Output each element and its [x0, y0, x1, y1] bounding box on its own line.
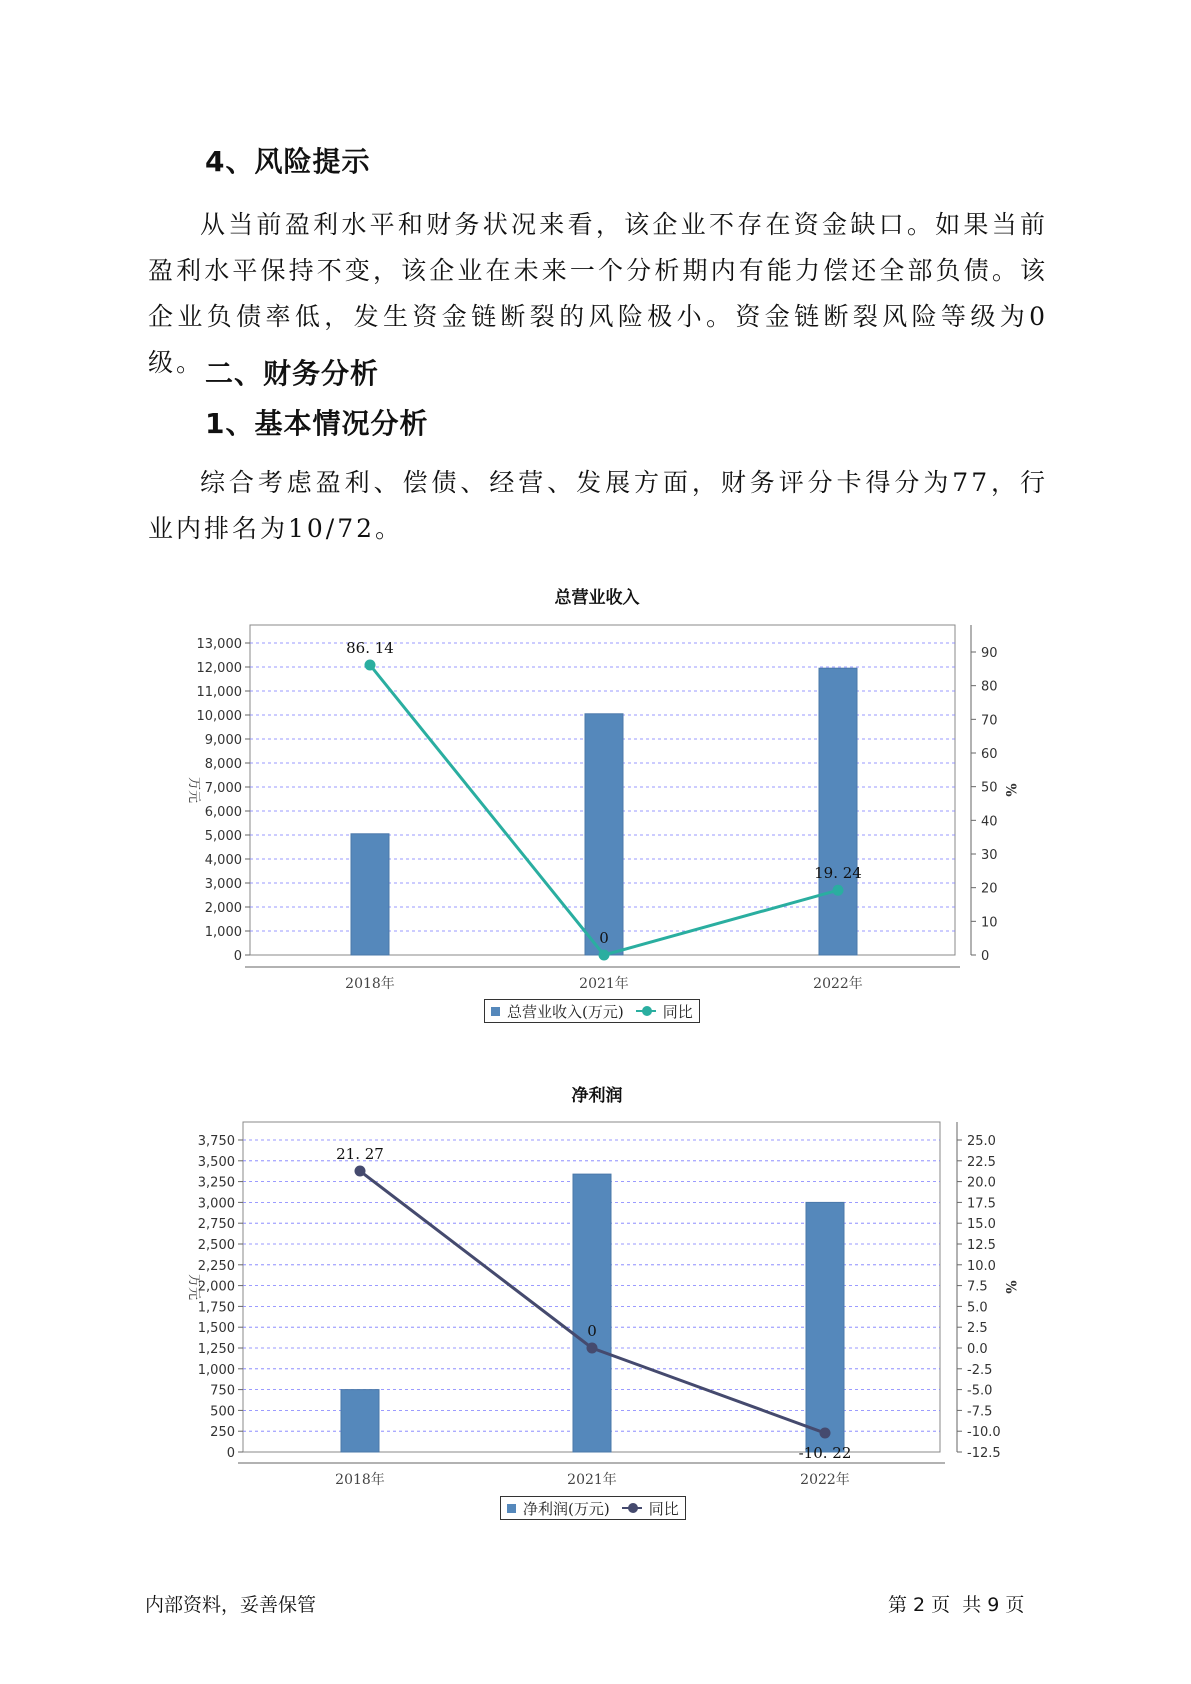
left-tick-label: 11,000 — [196, 685, 242, 700]
right-tick-label: -12.5 — [967, 1446, 1001, 1461]
left-tick-label: 2,750 — [197, 1217, 235, 1233]
line-point — [820, 1428, 831, 1439]
right-tick-label: 15.0 — [967, 1217, 996, 1233]
right-tick-label: -7.5 — [967, 1404, 993, 1420]
right-tick-label: 5.0 — [967, 1300, 988, 1316]
left-tick-label: 7,000 — [204, 781, 242, 796]
left-tick-label: 750 — [210, 1383, 235, 1399]
footer-page-number: 第 2 页 共 9 页 — [888, 1594, 1025, 1616]
left-tick-label: 12,000 — [196, 661, 242, 676]
y2-axis-title: % — [1002, 783, 1018, 797]
right-tick-label: -10.0 — [967, 1425, 1001, 1441]
left-tick-label: 3,000 — [204, 877, 242, 892]
left-tick-label: 3,750 — [197, 1134, 235, 1149]
heading-basic-analysis: 1、基本情况分析 — [205, 407, 429, 440]
legend-line-swatch — [622, 1507, 642, 1509]
y-axis-title: 万元 — [186, 1273, 201, 1301]
data-label: 19. 24 — [814, 864, 862, 883]
left-tick-label: 13,000 — [196, 637, 242, 652]
left-tick-label: 1,750 — [197, 1300, 235, 1316]
right-tick-label: 50 — [981, 780, 998, 796]
data-label: 0 — [599, 929, 609, 947]
left-tick-label: 2,000 — [197, 1279, 235, 1295]
right-tick-label: 10.0 — [967, 1258, 996, 1274]
right-tick-label: 40 — [981, 814, 998, 830]
data-label: 86. 14 — [346, 638, 394, 657]
right-tick-label: 22.5 — [967, 1154, 996, 1170]
legend-net-profit — [500, 1496, 686, 1520]
right-tick-label: 90 — [981, 646, 998, 661]
legend-line-label: 同比 — [662, 1002, 693, 1021]
heading-risk: 4、风险提示 — [205, 145, 371, 178]
right-tick-label: 20.0 — [967, 1175, 996, 1191]
right-tick-label: 12.5 — [967, 1238, 996, 1253]
left-tick-label: 6,000 — [204, 805, 242, 820]
x-tick-label: 2018年 — [345, 976, 395, 992]
left-tick-label: 1,500 — [197, 1321, 235, 1337]
data-label: -10. 22 — [798, 1444, 852, 1463]
legend-bar-label: 净利润(万元) — [523, 1499, 610, 1518]
right-tick-label: 20 — [981, 881, 998, 897]
x-tick-label: 2022年 — [800, 1472, 850, 1488]
bar — [806, 1202, 844, 1452]
right-tick-label: 80 — [981, 679, 998, 695]
left-tick-label: 8,000 — [204, 757, 242, 772]
left-tick-label: 5,000 — [204, 829, 242, 844]
right-tick-label: 17.5 — [967, 1196, 996, 1212]
y2-axis-title: % — [1002, 1280, 1018, 1294]
right-tick-label: 70 — [981, 713, 998, 729]
left-tick-label: 1,250 — [197, 1342, 235, 1357]
left-tick-label: 2,000 — [204, 901, 242, 916]
x-tick-label: 2021年 — [579, 976, 629, 992]
line-point — [355, 1166, 366, 1177]
right-tick-label: 60 — [981, 747, 998, 762]
right-tick-label: 30 — [981, 848, 998, 863]
left-tick-label: 1,000 — [204, 925, 242, 940]
left-tick-label: 10,000 — [196, 709, 242, 724]
right-tick-label: 0.0 — [967, 1342, 988, 1357]
legend-bar-swatch — [507, 1504, 516, 1513]
right-tick-label: 10 — [981, 915, 998, 931]
x-tick-label: 2021年 — [567, 1472, 617, 1488]
bar — [341, 1390, 379, 1452]
left-tick-label: 1,000 — [197, 1362, 235, 1378]
left-tick-label: 3,250 — [197, 1175, 235, 1191]
bar — [573, 1174, 611, 1452]
right-tick-label: 2.5 — [967, 1321, 988, 1337]
paragraph-risk: 从当前盈利水平和财务状况来看，该企业不存在资金缺口。如果当前盈利水平保持不变，该企业在未来一个分析期内有能力偿还全部负债。该企业负债率低，发生资金链断裂的风险极小。资金链断裂风险等级为0级。 — [148, 210, 1048, 377]
left-tick-label: 9,000 — [204, 733, 242, 748]
left-tick-label: 3,500 — [197, 1154, 235, 1170]
left-tick-label: 0 — [226, 1446, 235, 1461]
data-label: 0 — [587, 1322, 597, 1340]
footer-confidential: 内部资料，妥善保管 — [145, 1594, 317, 1616]
left-tick-label: 4,000 — [204, 853, 242, 868]
x-tick-label: 2022年 — [813, 976, 863, 992]
left-tick-label: 3,000 — [197, 1196, 235, 1212]
left-tick-label: 2,500 — [197, 1238, 235, 1253]
line-point — [587, 1343, 598, 1354]
right-tick-label: 7.5 — [967, 1279, 988, 1295]
right-tick-label: -5.0 — [967, 1383, 993, 1399]
legend-bar-label: 总营业收入(万元) — [507, 1002, 624, 1021]
left-tick-label: 2,250 — [197, 1258, 235, 1274]
right-tick-label: -2.5 — [967, 1362, 993, 1378]
y-axis-title: 万元 — [186, 776, 201, 804]
paragraph-basic: 综合考虑盈利、偿债、经营、发展方面，财务评分卡得分为77，行业内排名为10/72。 — [148, 468, 1048, 543]
right-tick-label: 25.0 — [967, 1134, 996, 1149]
data-label: 21. 27 — [336, 1145, 384, 1164]
chart-title-revenue: 总营业收入 — [554, 588, 640, 608]
left-tick-label: 0 — [233, 949, 242, 964]
heading-financial-analysis: 二、财务分析 — [205, 357, 380, 390]
left-tick-label: 250 — [210, 1425, 235, 1441]
left-tick-label: 500 — [210, 1404, 235, 1420]
chart-title-net-profit: 净利润 — [571, 1086, 623, 1106]
x-tick-label: 2018年 — [335, 1472, 385, 1488]
right-tick-label: 0 — [981, 949, 990, 964]
legend-line-label: 同比 — [648, 1499, 679, 1518]
